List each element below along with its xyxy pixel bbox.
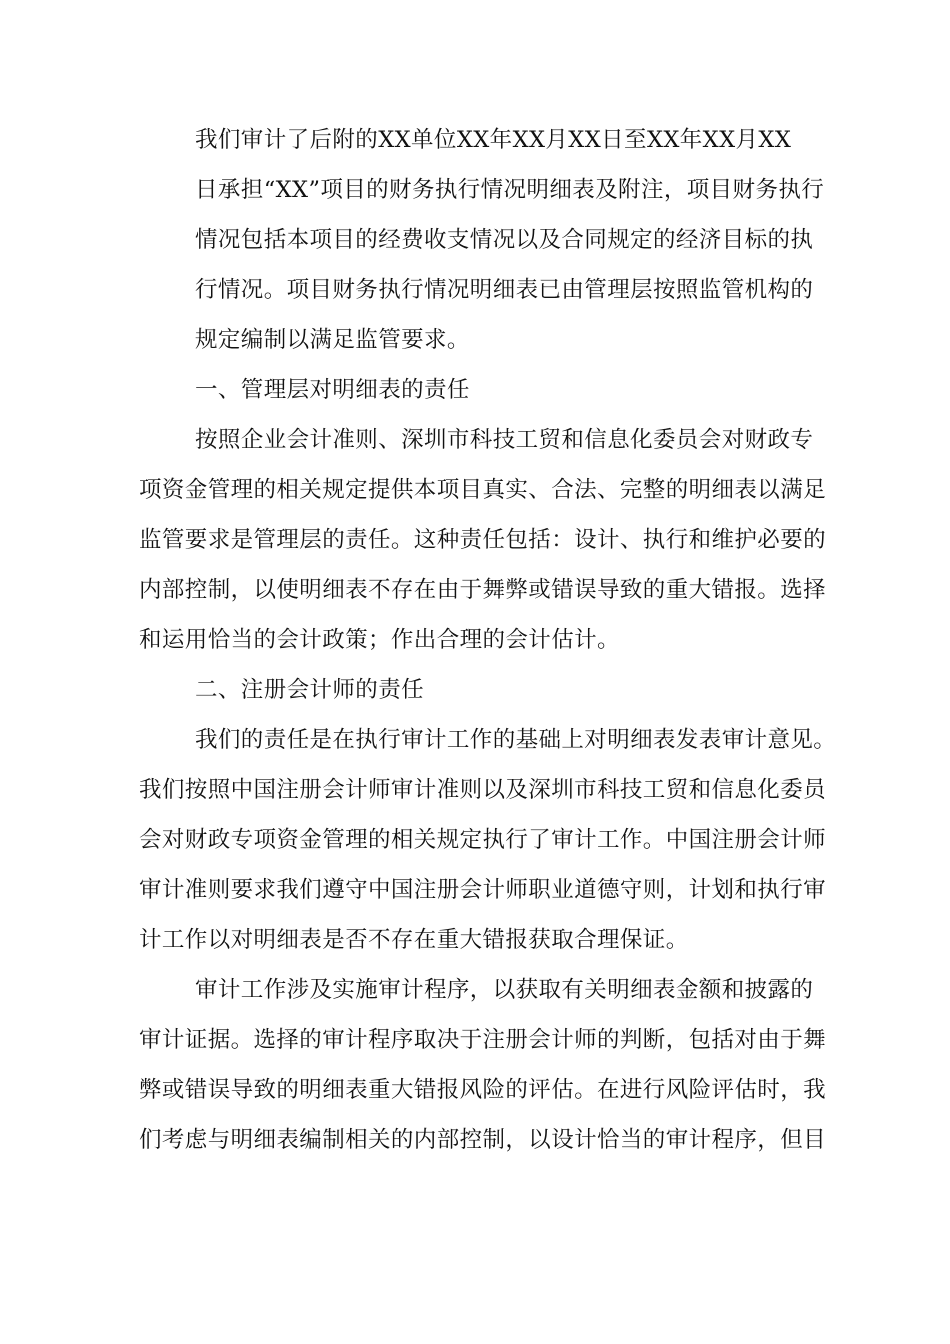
section1-heading: 一、管理层对明细表的责任: [195, 377, 470, 403]
section2-para1-line-1: 我们的责任是在执行审计工作的基础上对明细表发表审计意见。: [195, 727, 837, 753]
intro-line-4: 行情况。项目财务执行情况明细表已由管理层按照监管机构的: [195, 277, 814, 303]
section1-line-1: 按照企业会计准则、深圳市科技工贸和信息化委员会对财政专: [195, 427, 814, 453]
section2-para1-line-2: 我们按照中国注册会计师审计准则以及深圳市科技工贸和信息化委员: [139, 777, 827, 803]
section2-para1-line-5: 计工作以对明细表是否不存在重大错报获取合理保证。: [139, 927, 689, 953]
section2-para2-line-2: 审计证据。选择的审计程序取决于注册会计师的判断，包括对由于舞: [139, 1027, 827, 1053]
intro-line-5: 规定编制以满足监管要求。: [195, 327, 470, 353]
section2-para1-line-4: 审计准则要求我们遵守中国注册会计师职业道德守则，计划和执行审: [139, 877, 827, 903]
section2-para2-line-4: 们考虑与明细表编制相关的内部控制，以设计恰当的审计程序，但目: [139, 1127, 827, 1153]
intro-line-3: 情况包括本项目的经费收支情况以及合同规定的经济目标的执: [195, 227, 814, 253]
section2-para2-line-1: 审计工作涉及实施审计程序，以获取有关明细表金额和披露的: [195, 977, 814, 1003]
intro-line-2: 日承担“XX”项目的财务执行情况明细表及附注，项目财务执行: [195, 177, 825, 203]
section2-para2-line-3: 弊或错误导致的明细表重大错报风险的评估。在进行风险评估时，我: [139, 1077, 827, 1103]
section1-line-5: 和运用恰当的会计政策；作出合理的会计估计。: [139, 627, 620, 653]
section1-line-4: 内部控制，以使明细表不存在由于舞弊或错误导致的重大错报。选择: [139, 577, 827, 603]
section1-line-2: 项资金管理的相关规定提供本项目真实、合法、完整的明细表以满足: [139, 477, 827, 503]
intro-line-1: 我们审计了后附的XX单位XX年XX月XX日至XX年XX月XX: [195, 127, 792, 153]
section2-heading: 二、注册会计师的责任: [195, 677, 425, 703]
section1-line-3: 监管要求是管理层的责任。这种责任包括：设计、执行和维护必要的: [139, 527, 827, 553]
section2-para1-line-3: 会对财政专项资金管理的相关规定执行了审计工作。中国注册会计师: [139, 827, 827, 853]
